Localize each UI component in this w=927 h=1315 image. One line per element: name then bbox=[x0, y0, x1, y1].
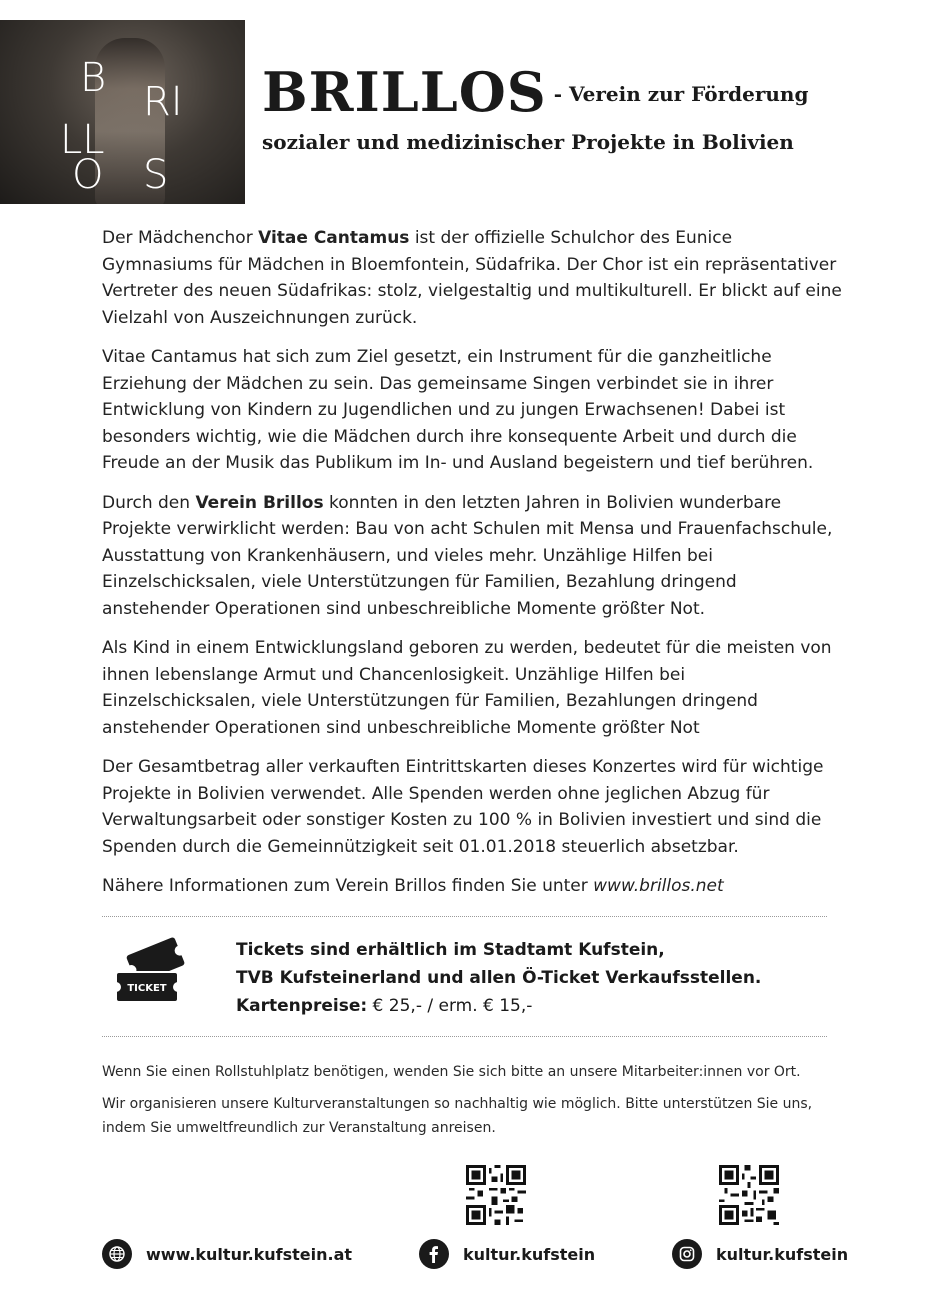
instagram-icon bbox=[672, 1239, 702, 1269]
p1-bold: Vitae Cantamus bbox=[258, 228, 410, 248]
tagline-line-1: - Verein zur Förderung bbox=[546, 82, 809, 106]
logo-letter-s: S bbox=[143, 152, 169, 198]
footer-website[interactable] bbox=[102, 1238, 352, 1270]
paragraph-goal: Vitae Cantamus hat sich zum Ziel gesetzt, ein Instrument für die ganzheitliche Erziehung der Mädchen zu sein. Das gemeinsame Singen verbindet sie in ihrer Entwicklung von Kindern zu Jugendlichen und zu jungen Erwachsenen! Dabei ist besonders wichtig, wie die Mädchen durch ihre konsequente Arbeit und durch die Freude an der Musik das Publikum im In- und Ausland begeistern und tief berühren. bbox=[102, 347, 814, 473]
p3-pre: Durch den bbox=[102, 492, 196, 513]
paragraph-poverty: Als Kind in einem Entwicklungsland geboren zu werden, bedeutet für die meisten von ihnen lebenslange Armut und Chancenlosigkeit. Unzählige Hilfen bei Einzelschicksalen, viele Unterstützungen für Familien, Bezahlungen dringend anstehender Operationen sind unbeschreibliche Momente größter Not bbox=[102, 638, 832, 738]
footer-facebook[interactable] bbox=[419, 1238, 595, 1270]
facebook-link[interactable]: kultur.kufstein bbox=[463, 1244, 596, 1264]
logo-letters-ri: RI bbox=[143, 79, 183, 125]
ticket-price-line bbox=[236, 992, 836, 1020]
paragraph-verein bbox=[102, 490, 842, 623]
paragraph-info bbox=[102, 873, 842, 900]
p1-post: ist der offizielle Schulchor des Eunice Gymnasiums für Mädchen in Bloemfontein, Südafrika. Der Chor ist ein repräsentativer Vertreter des neuen Südafrikas: stolz, vielgestaltig und multikulturell. Er blickt auf eine Vielzahl von Auszeichnungen zurück. bbox=[102, 228, 842, 328]
ticket-line-2: TVB Kufsteinerland und allen Ö-Ticket Verkaufsstellen. bbox=[236, 968, 762, 988]
paragraph-choir bbox=[102, 225, 842, 331]
ticket-icon bbox=[110, 932, 190, 1012]
ticket-icon-label: TICKET bbox=[127, 983, 167, 994]
p1-pre: Der Mädchenchor bbox=[102, 228, 259, 248]
tagline-line-2: sozialer und medizinischer Projekte in Bolivien bbox=[262, 130, 794, 154]
instagram-link[interactable]: kultur.kufstein bbox=[716, 1244, 849, 1264]
ticket-info bbox=[236, 936, 836, 1020]
price-label: Kartenpreise: bbox=[236, 996, 368, 1016]
brillos-website-link[interactable]: www.brillos.net bbox=[593, 876, 724, 896]
sustainability-note: Wir organisieren unsere Kulturveranstaltungen so nachhaltig wie möglich. Bitte unterstützen Sie uns, indem Sie umweltfreundlich zur Veranstaltung anreisen. bbox=[102, 1096, 813, 1136]
brand-title: BRILLOS bbox=[262, 60, 547, 124]
body-text bbox=[102, 225, 842, 913]
logo-letter-o: O bbox=[72, 152, 104, 198]
ticket-line-1: Tickets sind erhältlich im Stadtamt Kufstein, bbox=[236, 940, 665, 960]
brillos-logo-image bbox=[0, 20, 245, 204]
qr-code-instagram bbox=[719, 1165, 779, 1225]
divider-bottom bbox=[102, 1036, 827, 1037]
logo-letters-ll: LL bbox=[60, 117, 105, 163]
paragraph-donations: Der Gesamtbetrag aller verkauften Eintrittskarten dieses Konzertes wird für wichtige Projekte in Bolivien verwendet. Alle Spenden werden ohne jeglichen Abzug für Verwaltungsarbeit oder sonstiger Kosten zu 100 % in Bolivien investiert und sind die Spenden durch die Gemeinnützigkeit seit 01.01.2018 steuerlich absetzbar. bbox=[102, 757, 824, 857]
globe-icon bbox=[102, 1239, 132, 1269]
logo-letter-b: B bbox=[80, 55, 107, 101]
qr-code-facebook bbox=[466, 1165, 526, 1225]
divider-top bbox=[102, 916, 827, 917]
wheelchair-note: Wenn Sie einen Rollstuhlplatz benötigen, wenden Sie sich bitte an unsere Mitarbeiter:innen vor Ort. bbox=[102, 1064, 801, 1080]
price-value: € 25,- / erm. € 15,- bbox=[367, 996, 533, 1016]
facebook-icon bbox=[419, 1239, 449, 1269]
p3-post: konnten in den letzten Jahren in Bolivien wunderbare Projekte verwirklicht werden: Bau von acht Schulen mit Mensa und Frauenfachschule, Ausstattung von Krankenhäusern, und vieles mehr. Unzählige Hilfen bei Einzelschicksalen, viele Unterstützungen für Familien, Bezahlung dringend anstehender Operationen sind unbeschreibliche Momente größter Not. bbox=[102, 492, 833, 619]
website-link[interactable]: www.kultur.kufstein.at bbox=[146, 1244, 353, 1264]
footer-instagram[interactable] bbox=[672, 1238, 848, 1270]
header-title bbox=[262, 60, 902, 154]
p3-bold: Verein Brillos bbox=[195, 492, 324, 513]
p6-pre: Nähere Informationen zum Verein Brillos finden Sie unter bbox=[102, 876, 594, 896]
